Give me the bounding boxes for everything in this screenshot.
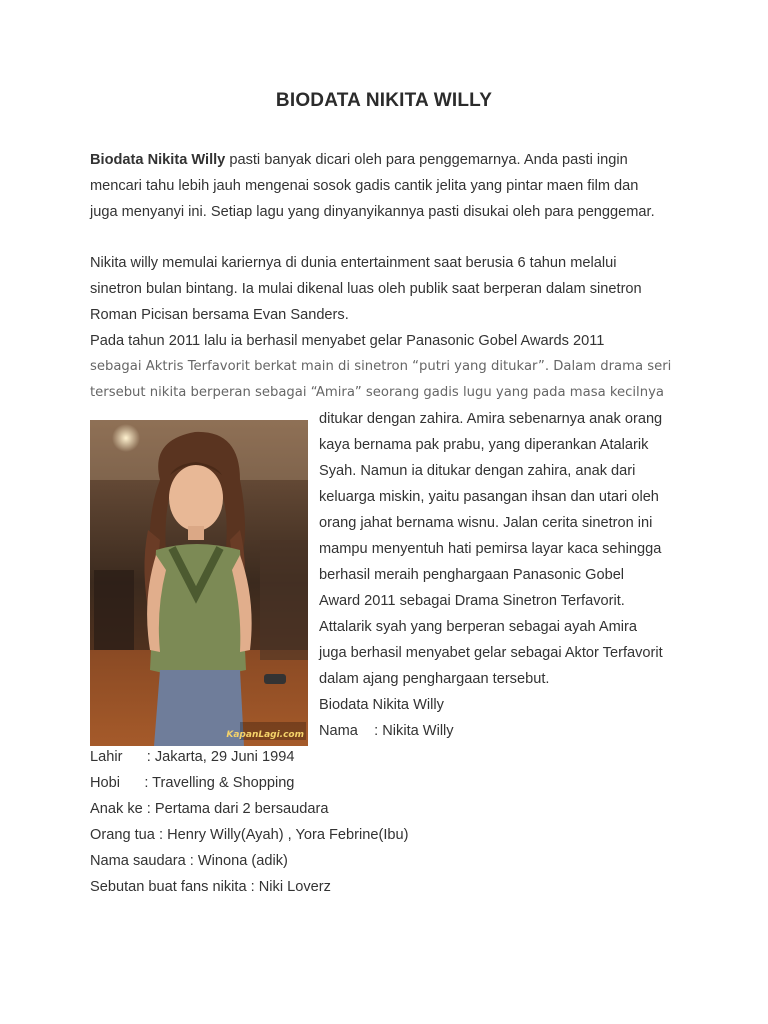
career-line-6: tersebut nikita berperan sebagai “Amira” seorang gadis lugu yang pada masa kecilnya: [90, 385, 664, 400]
intro-paragraph: [90, 147, 690, 225]
bio-sibling: Nama saudara : Winona (adik): [90, 853, 288, 869]
career-line-5: sebagai Aktris Terfavorit berkat main di sinetron “putri yang ditukar”. Dalam drama seri: [90, 359, 672, 374]
bio-list: [90, 744, 409, 900]
career-paragraph: [90, 250, 690, 406]
wrapped-line: Attalarik syah yang berperan sebagai ayah Amira: [319, 619, 638, 635]
bio-parents: Orang tua : Henry Willy(Ayah) , Yora Febrine(Ibu): [90, 827, 409, 843]
photo-watermark: KapanLagi.com: [226, 730, 304, 740]
wrapped-paragraph: [319, 406, 689, 744]
bio-hobby: Hobi : Travelling & Shopping: [90, 775, 295, 791]
bio-heading: Biodata Nikita Willy: [319, 697, 444, 713]
wrapped-line: kaya bernama pak prabu, yang diperankan Atalarik: [319, 437, 649, 453]
document-title: BIODATA NIKITA WILLY: [275, 90, 493, 111]
wrapped-line: dalam ajang penghargaan tersebut.: [319, 671, 550, 687]
wrapped-line: berhasil meraih penghargaan Panasonic Gobel: [319, 567, 625, 583]
intro-line-2: mencari tahu lebih jauh mengenai sosok gadis cantik jelita yang pintar maen film dan: [90, 178, 639, 194]
wrapped-line: Syah. Namun ia ditukar dengan zahira, anak dari: [319, 463, 636, 479]
bio-child-order: Anak ke : Pertama dari 2 bersaudara: [90, 801, 329, 817]
wrapped-line: juga berhasil menyabet gelar sebagai Aktor Terfavorit: [319, 645, 663, 661]
wrapped-line: orang jahat bernama wisnu. Jalan cerita sinetron ini: [319, 515, 653, 531]
bio-name: Nama : Nikita Willy: [319, 723, 454, 739]
career-line-1: Nikita willy memulai kariernya di dunia entertainment saat berusia 6 tahun melalui: [90, 255, 617, 271]
intro-line-1: [90, 147, 690, 173]
career-line-4: Pada tahun 2011 lalu ia berhasil menyabet gelar Panasonic Gobel Awards 2011: [90, 333, 605, 349]
intro-line-3: juga menyanyi ini. Setiap lagu yang dinyanyikannya pasti disukai oleh para penggemar.: [90, 204, 655, 220]
wrapped-line: Award 2011 sebagai Drama Sinetron Terfavorit.: [319, 593, 625, 609]
intro-line-1-rest: pasti banyak dicari oleh para penggemarnya. Anda pasti ingin: [225, 152, 628, 168]
career-line-3: Roman Picisan bersama Evan Sanders.: [90, 307, 349, 323]
wrapped-line: keluarga miskin, yaitu pasangan ihsan dan utari oleh: [319, 489, 659, 505]
bio-birth: Lahir : Jakarta, 29 Juni 1994: [90, 749, 295, 765]
career-line-2: sinetron bulan bintang. Ia mulai dikenal luas oleh publik saat berperan dalam sinetron: [90, 281, 642, 297]
nikita-willy-photo: [90, 420, 308, 746]
wrapped-line: ditukar dengan zahira. Amira sebenarnya anak orang: [319, 411, 663, 427]
intro-bold-lead: Biodata Nikita Willy: [90, 152, 226, 168]
bio-fans-name: Sebutan buat fans nikita : Niki Loverz: [90, 879, 331, 895]
wrapped-line: mampu menyentuh hati pemirsa layar kaca sehingga: [319, 541, 662, 557]
